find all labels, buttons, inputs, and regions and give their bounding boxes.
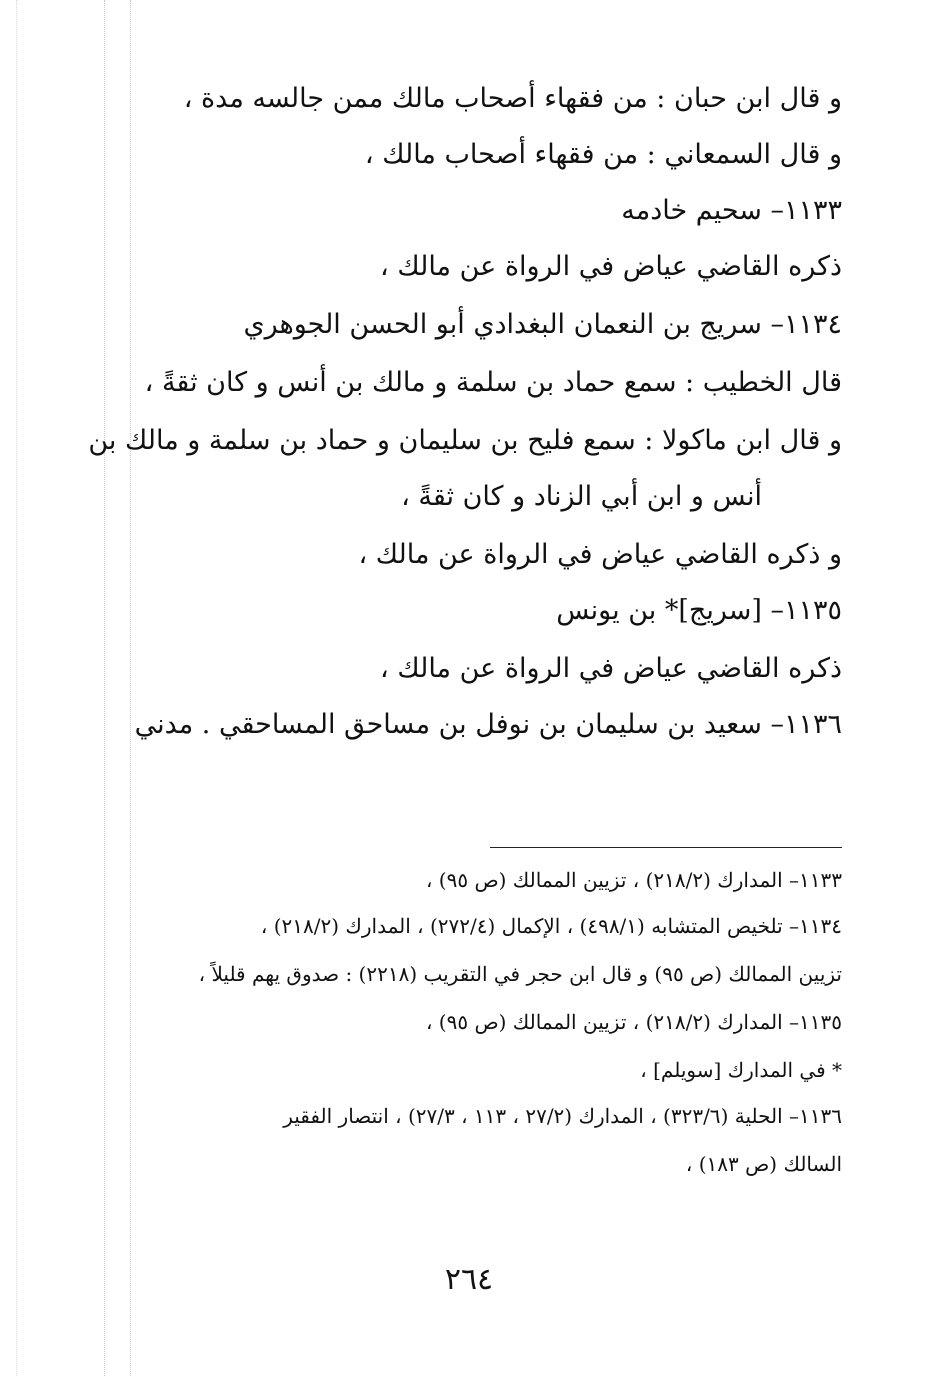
page-number: ٢٦٤ [444, 1262, 494, 1297]
text-line: و قال ابن حبان : من فقهاء أصحاب مالك ممن جالسه مدة ، [183, 83, 842, 114]
footnote-line: ١١٣٦– الحلية (٣٢٣/٦) ، المدارك (٢٧/٢ ، ١١٣ ، ٢٧/٣) ، انتصار الفقير [283, 1104, 842, 1128]
footnote-line: السالك (ص ١٨٣) ، [685, 1152, 842, 1176]
footnote-line: تزيين الممالك (ص ٩٥) و قال ابن حجر في التقريب (٢٢١٨) : صدوق يهم قليلاً ، [198, 962, 842, 986]
footnote-line: * في المدارك [سويلم] ، [640, 1058, 842, 1082]
text-line: أنس و ابن أبي الزناد و كان ثقةً ، [401, 481, 762, 512]
footnote-divider [490, 847, 842, 848]
entry-heading-1136: ١١٣٦– سعيد بن سليمان بن نوفل بن مساحق المساحقي . مدني [134, 709, 842, 740]
text-line: و ذكره القاضي عياض في الرواة عن مالك ، [358, 539, 842, 570]
footnote-line: ١١٣٣– المدارك (٢١٨/٢) ، تزيين الممالك (ص ٩٥) ، [425, 868, 842, 892]
footnote-line: ١١٣٤– تلخيص المتشابه (٤٩٨/١) ، الإكمال (٢٧٢/٤) ، المدارك (٢١٨/٢) ، [260, 914, 842, 938]
entry-heading-1134: ١١٣٤– سريج بن النعمان البغدادي أبو الحسن الجوهري [243, 309, 842, 340]
text-line: ذكره القاضي عياض في الرواة عن مالك ، [380, 653, 842, 684]
entry-heading-1135: ١١٣٥– [سريج]* بن يونس [556, 595, 842, 626]
scan-guide-line [104, 0, 105, 1376]
footnote-line: ١١٣٥– المدارك (٢١٨/٢) ، تزيين الممالك (ص ٩٥) ، [425, 1010, 842, 1034]
text-line: و قال ابن ماكولا : سمع فليح بن سليمان و حماد بن سلمة و مالك بن [88, 425, 842, 456]
text-line: ذكره القاضي عياض في الرواة عن مالك ، [380, 251, 842, 282]
text-line: قال الخطيب : سمع حماد بن سلمة و مالك بن أنس و كان ثقةً ، [144, 367, 842, 398]
text-line: و قال السمعاني : من فقهاء أصحاب مالك ، [364, 139, 842, 170]
scan-guide-line [16, 0, 17, 1376]
scan-guide-line [130, 0, 131, 1376]
entry-heading-1133: ١١٣٣– سحيم خادمه [621, 195, 842, 226]
